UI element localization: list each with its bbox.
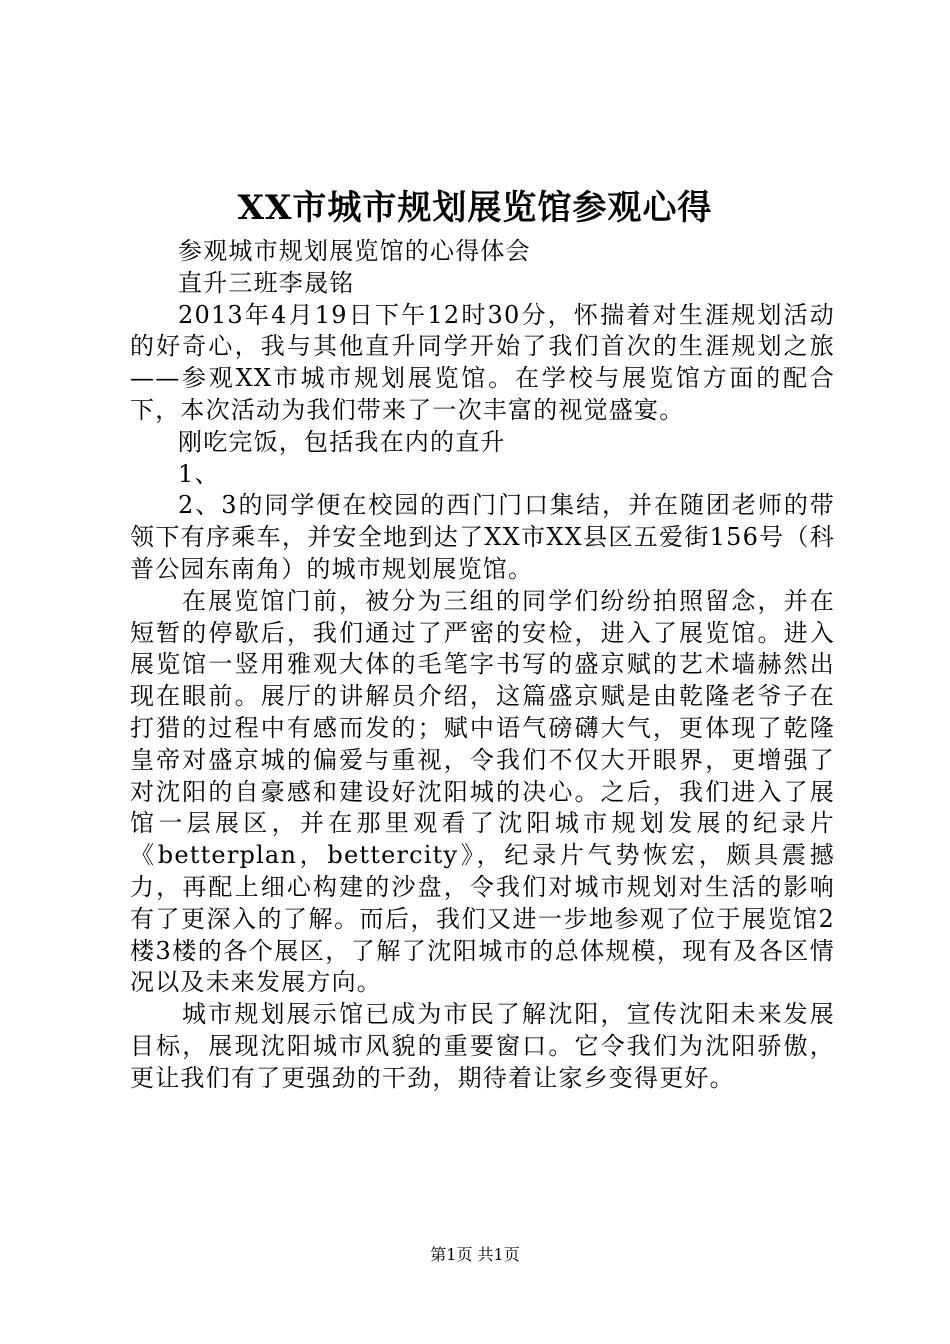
- paragraph-list-1: 1、: [178, 459, 220, 488]
- document-body: [130, 236, 835, 1095]
- paragraph-gathering: 2、3的同学便在校园的西门门口集结，并在随团老师的带领下有序乘车，并安全地到达了XX市XX县区五爱街156号（科普公园东南角）的城市规划展览馆。: [130, 491, 835, 583]
- paragraph-exhibition: 在展览馆门前，被分为三组的同学们纷纷拍照留念，并在短暂的停歇后，我们通过了严密的安检，进入了展览馆。进入展览馆一竖用雅观大体的毛笔字书写的盛京赋的艺术墙赫然出现在眼前。展厅的讲解员介绍，这篇盛京赋是由乾隆老爷子在打猎的过程中有感而发的；赋中语气磅礴大气，更体现了乾隆皇帝对盛京城的偏爱与重视，令我们不仅大开眼界，更增强了对沈阳的自豪感和建设好沈阳城的决心。之后，我们进入了展馆一层展区，并在那里观看了沈阳城市规划发展的纪录片《betterplan，bettercity》，纪录片气势恢宏，颇具震撼力，再配上细心构建的沙盘，令我们对城市规划对生活的影响有了更深入的了解。而后，我们又进一步地参观了位于展览馆2楼3楼的各个展区，了解了沈阳城市的总体规模，现有及各区情况以及未来发展方向。: [130, 586, 835, 997]
- paragraph-author: 直升三班李晟铭: [178, 268, 355, 297]
- paragraph-subtitle: 参观城市规划展览馆的心得体会: [178, 237, 531, 265]
- paragraph-conclusion: 城市规划展示馆已成为市民了解沈阳，宣传沈阳未来发展目标，展现沈阳城市风貌的重要窗口。它令我们为沈阳骄傲，更让我们有了更强劲的干劲，期待着让家乡变得更好。: [130, 1000, 835, 1092]
- paragraph-intro: 2013年4月19日下午12时30分，怀揣着对生涯规划活动的好奇心，我与其他直升同学开始了我们首次的生涯规划之旅——参观XX市城市规划展览馆。在学校与展览馆方面的配合下，本次活动为我们带来了一次丰富的视觉盛宴。: [130, 300, 835, 424]
- paragraph-after-lunch: 刚吃完饭，包括我在内的直升: [178, 427, 506, 456]
- page-footer: 第1页 共1页: [430, 1245, 520, 1264]
- document-title: XX市城市规划展览馆参观心得: [237, 188, 713, 228]
